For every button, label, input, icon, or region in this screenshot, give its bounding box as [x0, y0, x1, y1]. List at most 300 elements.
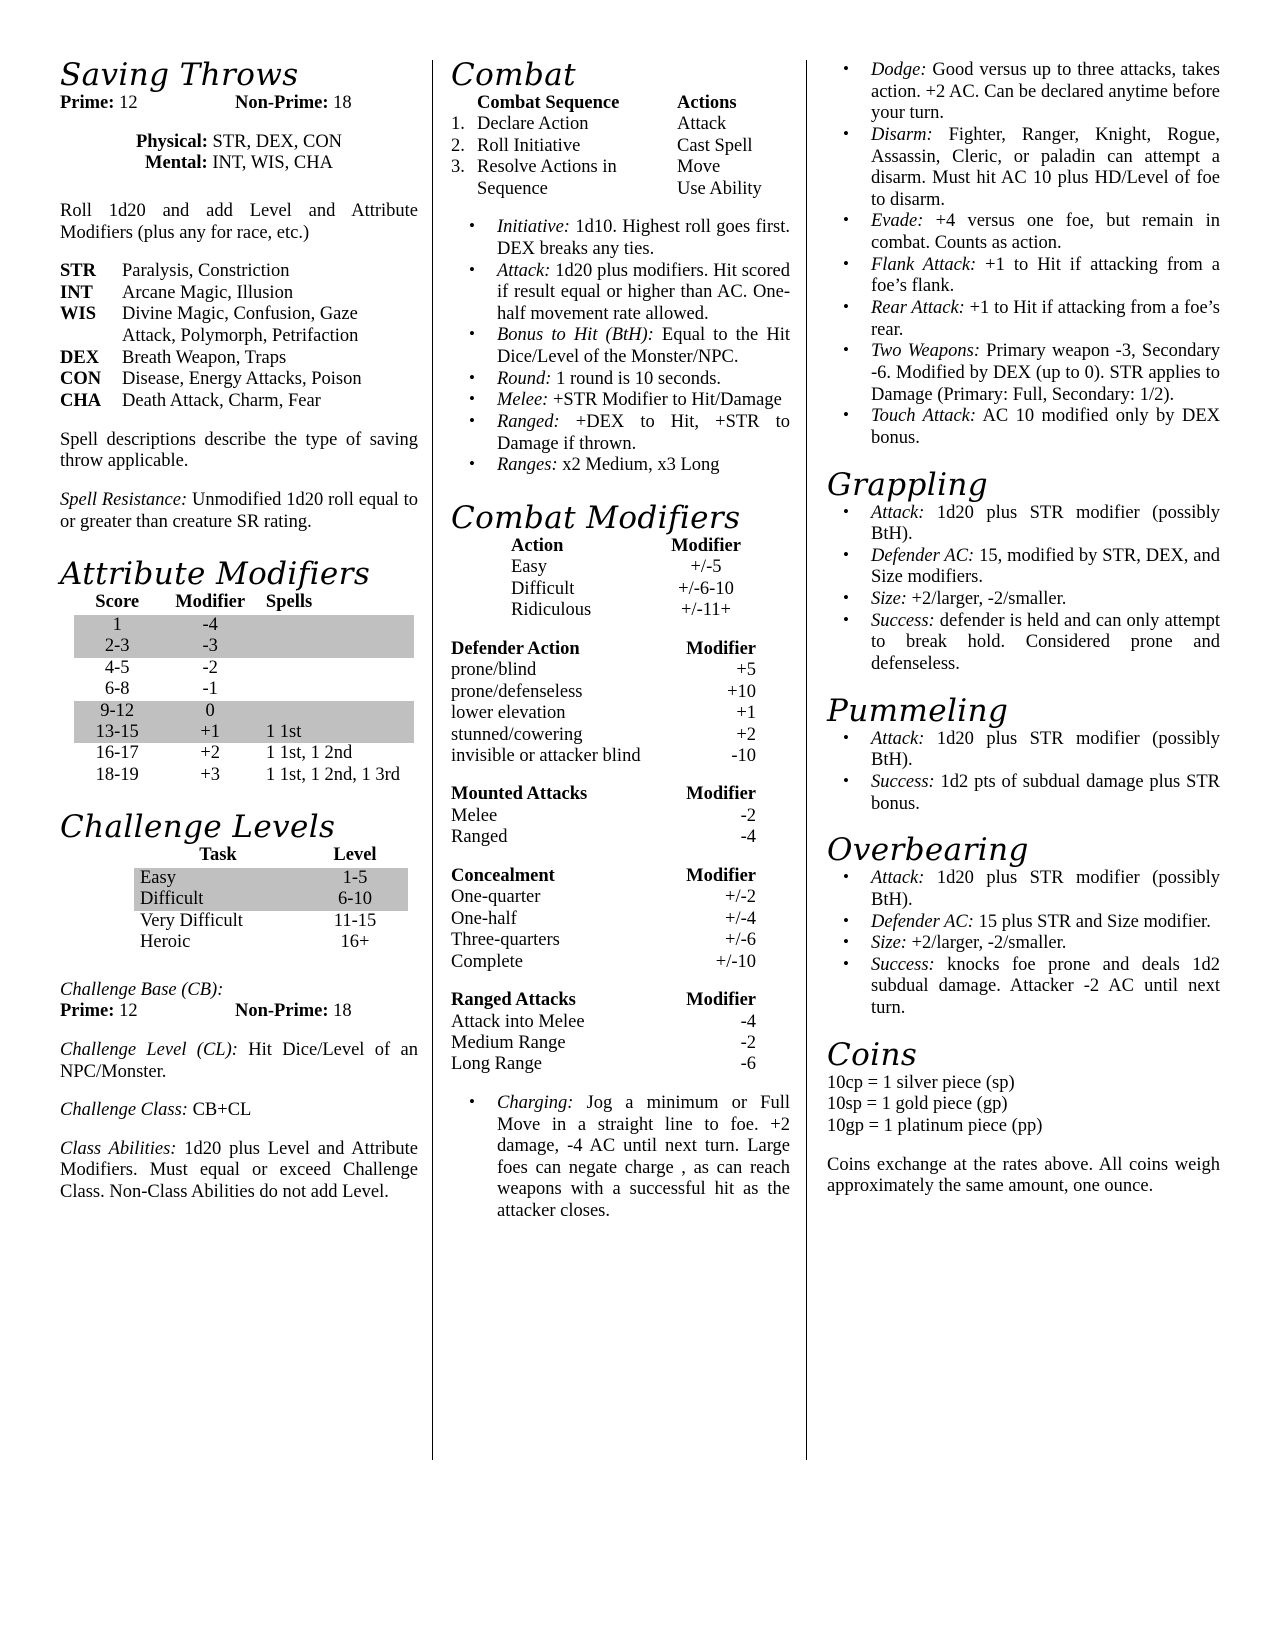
table-head	[451, 639, 790, 660]
bullet-term: Success:	[871, 954, 935, 975]
bullet-text: defender is held and can only attempt to break hold. Considered prone and defenseless.	[871, 610, 1220, 675]
cb-prime-label: Prime:	[60, 1001, 115, 1022]
list-item	[827, 729, 1220, 772]
cell-label: Difficult	[511, 578, 575, 599]
bullet-term: Initiative:	[497, 217, 570, 238]
cell-level: 6-10	[338, 889, 372, 910]
cell-modifier: -10	[731, 746, 756, 767]
spacer	[60, 413, 418, 430]
prime-value: 12	[119, 93, 138, 113]
cell-label: One-quarter	[451, 887, 541, 908]
bullet-text: 15, modified by STR, DEX, and Size modifiers.	[871, 545, 1220, 588]
cell-label: Ranged	[451, 827, 508, 848]
cell-label: Easy	[511, 557, 547, 578]
table-row	[451, 887, 790, 908]
bullet-term: Success:	[871, 771, 935, 792]
cell-level: 16+	[340, 932, 370, 953]
cell-level: 1-5	[342, 867, 368, 888]
bullet-term: Ranges:	[497, 455, 558, 476]
table-header-row	[74, 592, 414, 614]
bullet-text: 1d20 plus STR modifier (possibly BtH).	[871, 502, 1220, 545]
bullet-term: Disarm:	[871, 124, 933, 145]
attribute-modifiers-heading: Attribute Modifiers	[60, 556, 371, 593]
cell-score: 13-15	[95, 721, 139, 742]
table-body	[451, 887, 790, 973]
bullet-text: Equal to the Hit Dice/Level of the Monster/NPC.	[497, 325, 790, 368]
cb-prime-value: 12	[119, 1001, 138, 1022]
attribute-save-row	[60, 304, 418, 326]
bullet-text: x2 Medium, x3 Long	[557, 455, 720, 476]
column-header-modifier: Modifier	[686, 865, 756, 886]
list-item	[827, 406, 1220, 449]
overbearing-bullet-list	[827, 868, 1220, 1019]
bullet-term: Rear Attack:	[871, 298, 965, 319]
table-header-row	[451, 866, 790, 887]
spacer	[60, 244, 418, 261]
list-item	[827, 255, 1220, 298]
cell-modifier: +1	[736, 703, 756, 724]
table-header-row	[134, 845, 408, 867]
challenge-class-text: CB+CL	[192, 1100, 252, 1121]
table-body	[451, 1012, 790, 1076]
attribute-save-row	[60, 261, 418, 283]
class-abilities-paragraph	[60, 1139, 418, 1204]
table-body	[511, 557, 761, 621]
table-row	[451, 725, 790, 746]
bullet-text: 1 round is 10 seconds.	[551, 368, 722, 389]
table-header-row	[451, 93, 790, 114]
cell-label: prone/defenseless	[451, 681, 583, 702]
attribute-value: Death Attack, Charm, Fear	[122, 391, 321, 412]
challenge-levels-table	[134, 845, 408, 953]
bullet-text: +2/larger, -2/smaller.	[906, 933, 1067, 954]
mental-saves-line	[60, 153, 418, 175]
cell-label: Complete	[451, 951, 523, 972]
coins-note-text: Coins exchange at the rates above. All coins weigh approximately the same amount, one ounce.	[827, 1154, 1220, 1197]
cell-task: Easy	[140, 867, 176, 888]
cell-label: stunned/cowering	[451, 724, 583, 745]
cell-step-number: 3.	[451, 157, 465, 178]
bullet-term: Success:	[871, 610, 935, 631]
combat-bullet-list	[451, 217, 790, 477]
cell-spells: 1 1st	[265, 721, 302, 742]
cell-spells: 1 1st, 1 2nd	[265, 743, 353, 764]
column-header-modifier: Modifier	[175, 592, 246, 613]
challenge-level-label: Challenge Level (CL):	[60, 1039, 238, 1060]
coin-rate-line: 10cp = 1 silver piece (sp)	[827, 1072, 1015, 1093]
concealment-modifier-table	[451, 866, 790, 973]
bullet-text: 15 plus STR and Size modifier.	[973, 911, 1211, 932]
table-row	[511, 579, 761, 600]
table-row	[74, 658, 414, 679]
bullet-term: Attack:	[497, 260, 551, 281]
bullet-term: Attack:	[871, 728, 925, 749]
cell-modifier: +/-2	[725, 887, 756, 908]
column-middle	[432, 57, 806, 1460]
attribute-save-row	[60, 283, 418, 305]
bullet-term: Melee:	[497, 390, 549, 411]
spacer	[60, 175, 418, 201]
spacer	[60, 954, 418, 980]
table-body	[451, 806, 790, 849]
cell-score: 9-12	[100, 700, 135, 721]
column-header-blank	[451, 93, 477, 114]
cell-modifier: +/-5	[690, 557, 722, 578]
bullet-text: +1 to Hit if attacking from a foe’s flank.	[871, 254, 1220, 297]
cell-level: 11-15	[333, 910, 377, 931]
pummeling-heading: Pummeling	[827, 692, 1009, 729]
charging-bullet-list	[451, 1093, 790, 1223]
cell-action: Cast Spell	[677, 135, 753, 156]
column-header-level: Level	[333, 845, 377, 866]
saving-throws-prime-line	[60, 93, 418, 115]
cell-spells	[260, 679, 414, 700]
combat-sequence-table	[451, 93, 790, 200]
list-item	[827, 589, 1220, 611]
cell-spells	[260, 658, 414, 679]
table-row	[511, 557, 761, 578]
spell-resistance-label: Spell Resistance:	[60, 489, 188, 510]
table-row	[74, 765, 414, 786]
cell-step: Resolve Actions in	[477, 157, 617, 178]
list-item	[827, 933, 1220, 955]
spacer	[60, 473, 418, 490]
table-head	[134, 845, 408, 867]
cell-modifier: -1	[202, 679, 218, 700]
table-header-row	[451, 784, 790, 805]
column-header-actions: Actions	[677, 93, 737, 113]
cell-modifier: -2	[740, 1033, 756, 1054]
list-item	[827, 211, 1220, 254]
bullet-term: Ranged:	[497, 412, 560, 433]
table-row	[451, 952, 790, 973]
cell-action: Attack	[677, 114, 727, 135]
list-item	[827, 60, 1220, 125]
spacer	[451, 849, 790, 866]
pummeling-bullet-list	[827, 729, 1220, 816]
roll-instruction-text: Roll 1d20 and add Level and Attribute Modifiers (plus any for race, etc.)	[60, 200, 418, 243]
attribute-value: Breath Weapon, Traps	[122, 347, 287, 368]
combat-heading: Combat	[451, 57, 576, 93]
class-abilities-label: Class Abilities:	[60, 1138, 177, 1159]
cell-step-number: 1.	[451, 114, 465, 135]
cell-modifier: +/-6-10	[678, 578, 734, 599]
cell-modifier: -4	[740, 827, 756, 848]
column-left	[60, 57, 432, 1460]
cell-label: Medium Range	[451, 1033, 566, 1054]
table-head	[511, 536, 761, 557]
column-header-spells: Spells	[265, 592, 313, 613]
spell-descriptions-text: Spell descriptions describe the type of saving throw applicable.	[60, 429, 418, 472]
bullet-term: Evade:	[871, 211, 924, 232]
cell-step-number: 2.	[451, 135, 465, 156]
column-header-defender-action: Defender Action	[451, 638, 580, 659]
list-item	[827, 125, 1220, 212]
attribute-save-row	[60, 369, 418, 391]
cell-modifier: +/-6	[725, 930, 756, 951]
list-item	[827, 912, 1220, 934]
spell-resistance-paragraph	[60, 490, 418, 533]
cell-task: Heroic	[140, 932, 191, 953]
attribute-key: CHA	[60, 391, 102, 412]
list-item	[451, 261, 790, 326]
cell-modifier: +/-4	[725, 908, 756, 929]
attribute-modifiers-table	[74, 592, 414, 786]
bullet-text: 1d20 plus modifiers. Hit scored if result equal or higher than AC. One-half movement rate allowed.	[497, 260, 790, 324]
list-item	[827, 503, 1220, 546]
list-item	[827, 546, 1220, 589]
table-head	[451, 784, 790, 805]
saving-throws-heading: Saving Throws	[60, 57, 299, 93]
prime-label: Prime:	[60, 93, 115, 113]
cell-label: One-half	[451, 908, 517, 929]
bullet-term: Defender AC:	[871, 545, 975, 566]
challenge-levels-heading: Challenge Levels	[60, 809, 336, 846]
attribute-save-row	[60, 391, 418, 413]
cell-modifier: +3	[200, 764, 220, 785]
table-row	[74, 743, 414, 764]
attribute-key: WIS	[60, 304, 96, 325]
column-header-ranged-attacks: Ranged Attacks	[451, 990, 576, 1011]
table-row	[74, 615, 414, 636]
bullet-text: +2/larger, -2/smaller.	[906, 589, 1067, 610]
cell-task: Difficult	[140, 889, 204, 910]
bullet-term: Dodge:	[871, 60, 927, 80]
attribute-save-row	[60, 348, 418, 370]
table-row	[451, 827, 790, 848]
table-body	[451, 660, 790, 767]
table-row	[451, 930, 790, 951]
nonprime-value: 18	[333, 93, 352, 113]
table-body	[451, 114, 790, 200]
column-header-mounted-attacks: Mounted Attacks	[451, 784, 588, 805]
bullet-text: 1d2 pts of subdual damage plus STR bonus.	[871, 771, 1220, 814]
spacer	[451, 973, 790, 990]
table-row	[451, 179, 790, 200]
column-header-modifier: Modifier	[686, 784, 756, 805]
bullet-term: Attack:	[871, 502, 925, 523]
spacer	[451, 1076, 790, 1093]
table-row	[451, 746, 790, 767]
cell-label: Long Range	[451, 1054, 542, 1075]
cell-spells	[260, 615, 414, 636]
cell-score: 6-8	[104, 679, 130, 700]
mental-value: INT, WIS, CHA	[212, 153, 333, 174]
mounted-attacks-modifier-table	[451, 784, 790, 848]
list-item	[451, 1093, 790, 1223]
cell-label: Three-quarters	[451, 930, 560, 951]
table-body	[74, 615, 414, 787]
cb-nonprime-label: Non-Prime:	[235, 1001, 329, 1022]
cell-spells	[260, 636, 414, 657]
cell-score: 1	[112, 614, 122, 635]
nonprime-pair	[235, 93, 352, 115]
bullet-text: Good versus up to three attacks, takes action. +2 AC. Can be declared anytime before your turn.	[871, 60, 1220, 124]
list-item	[451, 412, 790, 455]
table-row	[451, 660, 790, 681]
table-row	[451, 909, 790, 930]
list-item	[451, 390, 790, 412]
bullet-term: Bonus to Hit (BtH):	[497, 325, 654, 346]
bullet-text: Primary weapon -3, Secondary -6. Modified by DEX (up to 0). STR applies to Damage (Primary: Full, Secondary: 1/2).	[871, 341, 1220, 405]
table-head	[74, 592, 414, 614]
cell-step-number	[451, 179, 477, 200]
spacer	[60, 1023, 418, 1040]
challenge-class-paragraph	[60, 1100, 418, 1122]
challenge-class-label: Challenge Class:	[60, 1100, 188, 1121]
cell-modifier: -2	[740, 805, 756, 826]
cell-modifier: -2	[202, 657, 218, 678]
bullet-text: 1d20 plus STR modifier (possibly BtH).	[871, 728, 1220, 771]
cell-label: Melee	[451, 805, 498, 826]
cell-score: 4-5	[104, 657, 130, 678]
spacer	[60, 115, 418, 132]
spacer	[827, 1138, 1220, 1155]
bullet-term: Size:	[871, 933, 907, 954]
table-row	[74, 701, 414, 722]
column-header-modifier: Modifier	[671, 535, 741, 556]
table-row	[134, 889, 408, 910]
challenge-level-text: Hit Dice/Level of an NPC/Monster.	[60, 1039, 419, 1082]
attribute-key: CON	[60, 369, 102, 390]
list-item	[451, 369, 790, 391]
cell-modifier: +10	[727, 681, 756, 702]
column-header-modifier: Modifier	[686, 638, 756, 659]
column-header-concealment: Concealment	[451, 865, 555, 886]
three-column-layout	[60, 57, 1221, 1460]
coin-rate-line: 10gp = 1 platinum piece (pp)	[827, 1115, 1043, 1136]
table-row	[74, 722, 414, 743]
attribute-value: Divine Magic, Confusion, Gaze	[122, 304, 358, 325]
cell-modifier: +5	[736, 660, 756, 681]
cell-step: Roll Initiative	[477, 135, 581, 156]
combat-actions-bullet-list	[827, 60, 1220, 450]
cell-spells	[260, 701, 414, 722]
table-header-row	[451, 639, 790, 660]
attribute-value: Disease, Energy Attacks, Poison	[122, 369, 362, 390]
bullet-term: Two Weapons:	[871, 341, 980, 362]
list-item	[451, 455, 790, 477]
physical-value: STR, DEX, CON	[212, 131, 343, 152]
table-row	[74, 679, 414, 700]
cell-label: Ridiculous	[511, 600, 592, 621]
column-header-score: Score	[95, 592, 140, 613]
table-header-row	[451, 990, 790, 1011]
table-row	[451, 114, 790, 135]
cell-modifier: +2	[200, 743, 220, 764]
cell-spells: 1 1st, 1 2nd, 1 3rd	[265, 764, 401, 785]
table-row	[451, 1033, 790, 1054]
cell-modifier: -6	[740, 1054, 756, 1075]
bullet-text: Jog a minimum or Full Move in a straight line to foe. +2 damage, -4 AC until next turn. Large foes can negate charge , as can reach weapons with a successful hit as the attacker closes.	[497, 1092, 790, 1222]
defender-action-modifier-table	[451, 639, 790, 768]
bullet-term: Flank Attack:	[871, 254, 977, 275]
bullet-text: +DEX to Hit, +STR to Damage if thrown.	[497, 412, 790, 454]
class-abilities-text: 1d20 plus Level and Attribute Modifiers. Must equal or exceed Challenge Class. Non-Class Abilities do not add Level.	[60, 1138, 419, 1203]
spacer	[451, 767, 790, 784]
attribute-save-list	[60, 261, 418, 412]
challenge-base-prime-line	[60, 1001, 418, 1023]
bullet-term: Charging:	[497, 1092, 574, 1113]
bullet-text: AC 10 modified only by DEX bonus.	[871, 406, 1220, 448]
table-row	[451, 703, 790, 724]
bullet-text: Fighter, Ranger, Knight, Rogue, Assassin, Cleric, or paladin can attempt a disarm. Must hit AC 10 plus HD/Level of foe to disarm.	[871, 124, 1220, 210]
cell-label: prone/blind	[451, 660, 537, 681]
grappling-heading: Grappling	[827, 466, 988, 503]
table-row	[511, 600, 761, 621]
cell-label: invisible or attacker blind	[451, 746, 641, 767]
cell-modifier: +/-10	[715, 951, 756, 972]
column-header-combat-sequence: Combat Sequence	[477, 93, 620, 113]
cell-action: Use Ability	[677, 178, 762, 199]
table-header-row	[511, 536, 761, 557]
spacer	[60, 1083, 418, 1100]
column-header-action: Action	[511, 535, 564, 556]
list-item	[451, 325, 790, 368]
cb-nonprime-pair	[235, 1001, 352, 1023]
table-body	[134, 868, 408, 954]
combat-modifiers-heading: Combat Modifiers	[451, 499, 741, 536]
list-item	[827, 772, 1220, 815]
action-modifier-table	[511, 536, 761, 622]
coin-rate-line: 10sp = 1 gold piece (gp)	[827, 1094, 1008, 1115]
ranged-attacks-modifier-table	[451, 990, 790, 1076]
bullet-term: Attack:	[871, 868, 925, 889]
spacer	[451, 622, 790, 639]
bullet-term: Touch Attack:	[871, 406, 977, 427]
cell-score: 16-17	[95, 743, 139, 764]
list-item	[827, 868, 1220, 911]
table-head	[451, 93, 790, 114]
list-item	[827, 341, 1220, 406]
cb-prime-pair	[60, 1001, 235, 1023]
table-row	[451, 1012, 790, 1033]
bullet-term: Round:	[497, 368, 552, 389]
bullet-text: 1d10. Highest roll goes first. DEX breaks any ties.	[497, 217, 790, 259]
spacer	[451, 200, 790, 217]
bullet-text: +4 versus one foe, but remain in combat. Counts as action.	[871, 211, 1220, 254]
column-header-task: Task	[199, 845, 237, 866]
cell-modifier: -3	[202, 636, 218, 657]
cell-label: lower elevation	[451, 703, 566, 724]
list-item	[827, 955, 1220, 1020]
overbearing-heading: Overbearing	[827, 832, 1029, 869]
coins-heading: Coins	[827, 1036, 918, 1073]
table-row	[451, 682, 790, 703]
attribute-value-continued: Attack, Polymorph, Petrifaction	[122, 326, 359, 347]
table-row	[451, 136, 790, 157]
table-row	[74, 636, 414, 657]
prime-pair	[60, 93, 235, 115]
bullet-text: 1d20 plus STR modifier (possibly BtH).	[871, 868, 1220, 910]
cb-nonprime-value: 18	[333, 1001, 352, 1022]
cell-step: Declare Action	[477, 114, 589, 135]
list-item	[827, 298, 1220, 341]
bullet-text: +STR Modifier to Hit/Damage	[548, 390, 782, 411]
cell-step: Sequence	[477, 178, 548, 199]
spacer	[60, 1122, 418, 1139]
table-head	[451, 990, 790, 1011]
attribute-key: STR	[60, 261, 96, 282]
cell-action: Move	[677, 157, 721, 178]
attribute-key: INT	[60, 282, 93, 303]
column-right	[806, 60, 1220, 1460]
cell-modifier: +2	[736, 724, 756, 745]
grappling-bullet-list	[827, 503, 1220, 676]
cell-modifier: +1	[200, 721, 220, 742]
column-header-modifier: Modifier	[686, 990, 756, 1011]
attribute-value: Paralysis, Constriction	[122, 261, 290, 282]
